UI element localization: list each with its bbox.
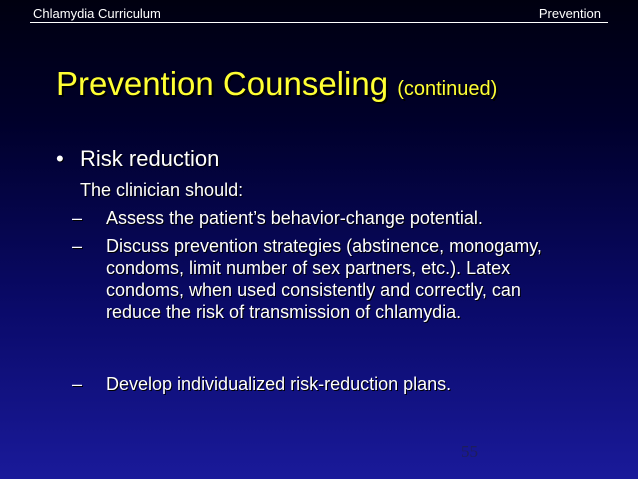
intro-text: The clinician should:: [80, 180, 244, 200]
list-item: [72, 207, 556, 229]
list-item-text: Assess the patient’s behavior-change potential.: [106, 208, 483, 228]
bullet-marker: •: [56, 146, 64, 171]
bullet-text: Risk reduction: [80, 146, 220, 171]
dash-marker: –: [72, 236, 83, 256]
slide-title-continued: (continued): [397, 78, 498, 100]
list-item-text: Discuss prevention strategies (abstinence, monogamy, condoms, limit number of sex partners, etc.). Latex condoms, when used consistently and correctly, can reduce the risk of transmission of chlamydia.: [106, 236, 542, 322]
page-number: 55: [461, 442, 478, 461]
slide-title-main: Prevention Counseling: [56, 65, 389, 102]
dash-marker: –: [72, 208, 83, 228]
list-item: [72, 235, 556, 323]
bullet-risk-reduction: [56, 146, 219, 172]
header-section-label: Prevention: [538, 6, 601, 21]
header-divider: [30, 22, 608, 23]
list-item: [72, 373, 556, 395]
dash-marker: –: [72, 374, 83, 394]
slide-title: [56, 64, 497, 109]
header-curriculum-label: Chlamydia Curriculum: [33, 6, 161, 21]
list-item-text: Develop individualized risk-reduction plans.: [106, 374, 452, 394]
